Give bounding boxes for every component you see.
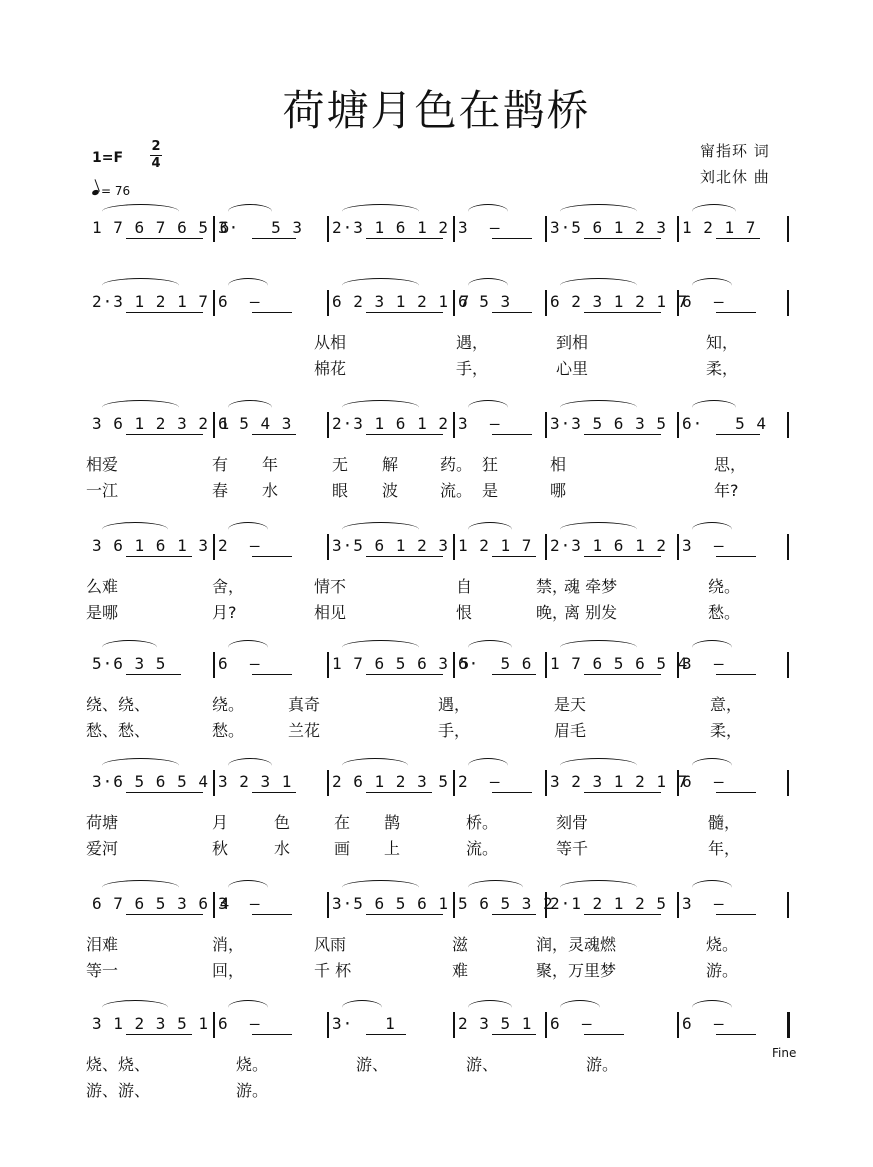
lyric-word: 流。 <box>466 839 499 858</box>
measure: 3 – <box>218 894 261 913</box>
measure: 6 2 3 1 2 1 7 <box>550 292 689 311</box>
staff-line <box>86 1012 790 1038</box>
slur-arc <box>468 640 512 655</box>
lyric-word: 愁。 <box>708 603 741 622</box>
beam-underline <box>584 1034 624 1035</box>
bar-line <box>787 770 789 796</box>
beam-underline <box>126 238 203 239</box>
lyric-word: 水 <box>274 839 291 858</box>
lyric-word: 无 <box>332 455 349 474</box>
beam-underline <box>716 556 756 557</box>
slur-arc <box>468 758 508 773</box>
slur-arc <box>102 758 179 773</box>
slur-arc <box>102 640 157 655</box>
slur-arc <box>560 880 637 895</box>
beam-underline <box>126 914 203 915</box>
beam-underline <box>492 238 532 239</box>
lyric-word: 棉花 <box>314 359 347 378</box>
lyric-word: 愁。 <box>212 721 245 740</box>
lyric-word: 绕。 <box>212 695 245 714</box>
slur-arc <box>228 400 272 415</box>
slur-arc <box>692 204 736 219</box>
lyric-word: 思， <box>714 455 747 474</box>
measure: 2·3 1 2 1 7 <box>92 292 209 311</box>
lyric-word: 游。 <box>586 1055 619 1074</box>
lyric-word: 舍， <box>212 577 245 596</box>
beam-underline <box>584 238 661 239</box>
beam-underline <box>366 312 443 313</box>
beam-underline <box>492 312 532 313</box>
slur-arc <box>468 278 508 293</box>
lyric-word: 从相 <box>314 333 347 352</box>
slur-arc <box>102 880 179 895</box>
beam-underline <box>366 792 432 793</box>
lyric-word: 万里梦 <box>568 961 617 980</box>
lyric-word: 心里 <box>556 359 589 378</box>
measure: 6 – <box>218 292 261 311</box>
measure: 3·6 5 6 5 4 <box>92 772 209 791</box>
lyric-word: 游、 <box>466 1055 499 1074</box>
bar-line <box>545 534 547 560</box>
beam-underline <box>126 312 203 313</box>
bar-line <box>453 770 455 796</box>
lyric-word: 柔， <box>710 721 743 740</box>
lyric-word: 遇， <box>456 333 489 352</box>
beam-underline <box>716 1034 756 1035</box>
lyric-word: 是哪 <box>86 603 119 622</box>
lyric-word: 年 <box>262 455 279 474</box>
bar-line <box>545 770 547 796</box>
lyric-word: 春 <box>212 481 229 500</box>
beam-underline <box>584 674 661 675</box>
beam-underline <box>492 556 536 557</box>
beam-underline <box>584 792 661 793</box>
measure: 1 2 1 7 <box>458 536 533 555</box>
slur-arc <box>102 522 168 537</box>
lyric-word: 相爱 <box>86 455 119 474</box>
slur-arc <box>102 278 179 293</box>
lyric-word: 年， <box>708 839 741 858</box>
lyric-word: 解 <box>382 455 399 474</box>
bar-line <box>545 1012 547 1038</box>
measure: 2 3 5 1 <box>458 1014 533 1033</box>
measure: 6 2 3 1 2 1 7 <box>332 292 471 311</box>
measure: 2·1 2 1 2 5 <box>550 894 667 913</box>
bar-line <box>677 1012 679 1038</box>
bar-line <box>327 412 329 438</box>
beam-underline <box>252 792 296 793</box>
staff-line <box>86 290 790 316</box>
lyric-word: 荷塘 <box>86 813 119 832</box>
lyric-word: 月 <box>212 813 229 832</box>
measure: 6 7 6 5 3 6 4 <box>92 894 231 913</box>
slur-arc <box>692 880 732 895</box>
bar-line <box>327 892 329 918</box>
beam-underline <box>584 556 661 557</box>
bar-line <box>787 534 789 560</box>
measure: 3· 5 3 <box>218 218 304 237</box>
time-signature-bottom: 4 <box>151 156 161 171</box>
bar-line <box>327 216 329 242</box>
beam-underline <box>366 556 443 557</box>
beam-underline <box>716 914 756 915</box>
measure: 3 2 3 1 2 1 7 <box>550 772 689 791</box>
slur-arc <box>692 278 732 293</box>
tempo-marking <box>92 184 130 198</box>
lyric-word: 离 别发 <box>564 603 618 622</box>
staff-line <box>86 652 790 678</box>
staff-line <box>86 412 790 438</box>
slur-arc <box>560 204 637 219</box>
bar-line <box>327 534 329 560</box>
beam-underline <box>366 434 443 435</box>
beam-underline <box>252 674 292 675</box>
beam-underline <box>126 1034 192 1035</box>
lyric-word: 烧。 <box>706 935 739 954</box>
beam-underline <box>584 434 661 435</box>
lyric-word: 绕。 <box>708 577 741 596</box>
lyricist-credit: 甯指环 词 <box>700 142 770 160</box>
lyric-word: 游、 <box>356 1055 389 1074</box>
measure: 3 – <box>682 654 725 673</box>
slur-arc <box>692 522 732 537</box>
measure: 2·3 1 6 1 2 <box>332 414 449 433</box>
lyric-word: 愁、愁、 <box>86 721 151 740</box>
lyric-word: 秋 <box>212 839 229 858</box>
measure: 1 7 6 7 6 5 6 <box>92 218 231 237</box>
slur-arc <box>342 758 408 773</box>
measure: 1 7 6 5 6 5 4 <box>550 654 689 673</box>
beam-underline <box>252 434 296 435</box>
measure: 5·6 3 5 <box>92 654 167 673</box>
lyric-word: 风雨 <box>314 935 347 954</box>
lyric-word: 相见 <box>314 603 347 622</box>
bar-line <box>327 1012 329 1038</box>
bar-line <box>327 652 329 678</box>
song-title: 荷塘月色在鹊桥 <box>282 86 591 135</box>
tempo-value: = 76 <box>101 184 131 198</box>
measure: 6 – <box>682 772 725 791</box>
fine-marking: Fine <box>772 1046 797 1060</box>
lyric-word: 游。 <box>706 961 739 980</box>
lyric-word: 遇， <box>438 695 471 714</box>
measure: 6 – <box>550 1014 593 1033</box>
beam-underline <box>252 1034 292 1035</box>
slur-arc <box>228 204 272 219</box>
slur-arc <box>102 1000 168 1015</box>
lyric-word: 难 <box>452 961 469 980</box>
lyric-word: 爱河 <box>86 839 119 858</box>
lyric-word: 情不 <box>314 577 347 596</box>
slur-arc <box>342 1000 382 1015</box>
slur-arc <box>228 278 268 293</box>
measure: 2 – <box>218 536 261 555</box>
bar-line <box>327 770 329 796</box>
lyric-word: 到相 <box>556 333 589 352</box>
measure: 2 6 1 2 3 5 <box>332 772 449 791</box>
lyric-word: 消， <box>212 935 245 954</box>
lyric-word: 绕、绕、 <box>86 695 151 714</box>
beam-underline <box>492 792 532 793</box>
lyric-word: 禁， <box>536 577 569 596</box>
bar-line <box>545 216 547 242</box>
lyric-word: 画 <box>334 839 351 858</box>
slur-arc <box>342 204 419 219</box>
bar-line <box>545 290 547 316</box>
bar-line <box>787 290 789 316</box>
measure: 3·5 6 5 6 1 <box>332 894 449 913</box>
bar-line <box>453 412 455 438</box>
lyric-word: 手， <box>438 721 471 740</box>
bar-line <box>213 770 215 796</box>
beam-underline <box>366 674 443 675</box>
measure: 3 – <box>458 218 501 237</box>
staff-line <box>86 892 790 918</box>
slur-arc <box>228 880 268 895</box>
bar-line <box>787 892 789 918</box>
beam-underline <box>126 674 181 675</box>
beam-underline <box>584 914 661 915</box>
lyric-word: 水 <box>262 481 279 500</box>
slur-arc <box>228 522 268 537</box>
measure: 6 – <box>218 1014 261 1033</box>
beam-underline <box>366 238 443 239</box>
bar-line <box>787 1012 790 1038</box>
beam-underline <box>492 914 536 915</box>
lyric-word: 月? <box>212 603 237 622</box>
bar-line <box>327 290 329 316</box>
measure: 6· 5 6 <box>458 654 533 673</box>
lyric-word: 烧、烧、 <box>86 1055 151 1074</box>
bar-line <box>677 216 679 242</box>
time-signature <box>150 140 162 171</box>
lyric-word: 手， <box>456 359 489 378</box>
measure: 6 5 3 <box>458 292 512 311</box>
bar-line <box>545 652 547 678</box>
beam-underline <box>252 238 296 239</box>
bar-line <box>545 412 547 438</box>
measure: 5 6 5 3 2 <box>458 894 554 913</box>
measure: 6 – <box>682 292 725 311</box>
lyric-word: 润， <box>536 935 569 954</box>
slur-arc <box>468 204 508 219</box>
bar-line <box>453 892 455 918</box>
slur-arc <box>692 640 732 655</box>
slur-arc <box>468 880 523 895</box>
lyric-word: 游、游、 <box>86 1081 151 1100</box>
measure: 3·5 6 1 2 3 <box>332 536 449 555</box>
lyric-word: 眼 <box>332 481 349 500</box>
lyric-word: 有 <box>212 455 229 474</box>
lyric-word: 魂 牵梦 <box>564 577 618 596</box>
lyric-word: 泪难 <box>86 935 119 954</box>
lyric-word: 波 <box>382 481 399 500</box>
staff-line <box>86 216 790 242</box>
measure: 3 1 2 3 5 1 <box>92 1014 209 1033</box>
lyric-word: 相 <box>550 455 567 474</box>
beam-underline <box>126 792 203 793</box>
lyric-word: 自 <box>456 577 473 596</box>
lyric-word: 髓， <box>708 813 741 832</box>
slur-arc <box>468 1000 512 1015</box>
measure: 1 2 1 7 <box>682 218 757 237</box>
slur-arc <box>228 1000 268 1015</box>
beam-underline <box>716 312 756 313</box>
bar-line <box>453 534 455 560</box>
beam-underline <box>492 674 536 675</box>
slur-arc <box>560 758 637 773</box>
beam-underline <box>716 792 756 793</box>
beam-underline <box>492 1034 536 1035</box>
lyric-word: 色 <box>274 813 291 832</box>
slur-arc <box>560 278 637 293</box>
measure: 3 6 1 6 1 3 <box>92 536 209 555</box>
beam-underline <box>252 914 292 915</box>
lyric-word: 么难 <box>86 577 119 596</box>
beam-underline <box>584 312 661 313</box>
beam-underline <box>126 434 203 435</box>
beam-underline <box>716 238 760 239</box>
lyric-word: 真奇 <box>288 695 321 714</box>
measure: 2·3 1 6 1 2 <box>550 536 667 555</box>
measure: 2·3 1 6 1 2 <box>332 218 449 237</box>
composer-credit: 刘北休 曲 <box>700 168 770 186</box>
beam-underline <box>252 556 292 557</box>
lyric-word: 晚， <box>536 603 569 622</box>
measure: 3 6 1 2 3 2 1 <box>92 414 231 433</box>
lyric-word: 兰花 <box>288 721 321 740</box>
bar-line <box>787 412 789 438</box>
lyric-word: 烧。 <box>236 1055 269 1074</box>
measure: 6 5 4 3 <box>218 414 293 433</box>
slur-arc <box>692 1000 732 1015</box>
slur-arc <box>228 758 272 773</box>
lyric-word: 等千 <box>556 839 589 858</box>
lyric-word: 眉毛 <box>554 721 587 740</box>
staff-line <box>86 534 790 560</box>
lyric-word: 刻骨 <box>556 813 589 832</box>
lyric-word: 柔， <box>706 359 739 378</box>
lyric-word: 千 杯 <box>314 961 352 980</box>
slur-arc <box>102 204 179 219</box>
lyric-word: 一江 <box>86 481 119 500</box>
lyric-word: 哪 <box>550 481 567 500</box>
bar-line <box>213 534 215 560</box>
measure: 3·5 6 1 2 3 <box>550 218 667 237</box>
lyric-word: 上 <box>384 839 401 858</box>
slur-arc <box>342 522 419 537</box>
beam-underline <box>252 312 292 313</box>
lyric-word: 游。 <box>236 1081 269 1100</box>
bar-line <box>787 652 789 678</box>
bar-line <box>453 1012 455 1038</box>
slur-arc <box>468 400 508 415</box>
lyric-word: 是天 <box>554 695 587 714</box>
slur-arc <box>560 522 637 537</box>
bar-line <box>677 412 679 438</box>
lyric-word: 是 <box>482 481 499 500</box>
slur-arc <box>342 400 419 415</box>
slur-arc <box>560 400 637 415</box>
slur-arc <box>692 400 736 415</box>
beam-underline <box>716 434 760 435</box>
slur-arc <box>228 640 268 655</box>
staff-line <box>86 770 790 796</box>
quarter-note-icon <box>91 189 99 196</box>
lyric-word: 滋 <box>452 935 469 954</box>
measure: 3· 1 <box>332 1014 396 1033</box>
bar-line <box>213 1012 215 1038</box>
lyric-word: 恨 <box>456 603 473 622</box>
measure: 3 – <box>458 414 501 433</box>
bar-line <box>787 216 789 242</box>
lyric-word: 意， <box>710 695 743 714</box>
lyric-word: 药。 <box>440 455 473 474</box>
lyric-word: 灵魂燃 <box>568 935 617 954</box>
lyric-word: 桥。 <box>466 813 499 832</box>
bar-line <box>677 534 679 560</box>
slur-arc <box>342 640 419 655</box>
measure: 6 – <box>682 1014 725 1033</box>
measure: 6 – <box>218 654 261 673</box>
measure: 3 – <box>682 894 725 913</box>
slur-arc <box>102 400 179 415</box>
measure: 3·3 5 6 3 5 <box>550 414 667 433</box>
lyric-word: 年? <box>714 481 739 500</box>
slur-arc <box>342 278 419 293</box>
slur-arc <box>342 880 419 895</box>
bar-line <box>213 290 215 316</box>
lyric-word: 等一 <box>86 961 119 980</box>
key-signature: 1=F <box>92 150 124 166</box>
beam-underline <box>366 1034 406 1035</box>
time-signature-top: 2 <box>151 139 161 154</box>
measure: 1 7 6 5 6 3 5 <box>332 654 471 673</box>
beam-underline <box>716 674 756 675</box>
slur-arc <box>560 640 637 655</box>
bar-line <box>453 216 455 242</box>
beam-underline <box>366 914 443 915</box>
lyric-word: 聚， <box>536 961 569 980</box>
slur-arc <box>468 522 512 537</box>
measure: 2 – <box>458 772 501 791</box>
lyric-word: 回， <box>212 961 245 980</box>
beam-underline <box>126 556 192 557</box>
measure: 3 2 3 1 <box>218 772 293 791</box>
slur-arc <box>692 758 732 773</box>
slur-arc <box>560 1000 600 1015</box>
lyric-word: 狂 <box>482 455 499 474</box>
measure: 6· 5 4 <box>682 414 768 433</box>
bar-line <box>677 892 679 918</box>
beam-underline <box>492 434 532 435</box>
lyric-word: 流。 <box>440 481 473 500</box>
lyric-word: 鹊 <box>384 813 401 832</box>
lyric-word: 在 <box>334 813 351 832</box>
measure: 3 – <box>682 536 725 555</box>
lyric-word: 知， <box>706 333 739 352</box>
bar-line <box>213 652 215 678</box>
